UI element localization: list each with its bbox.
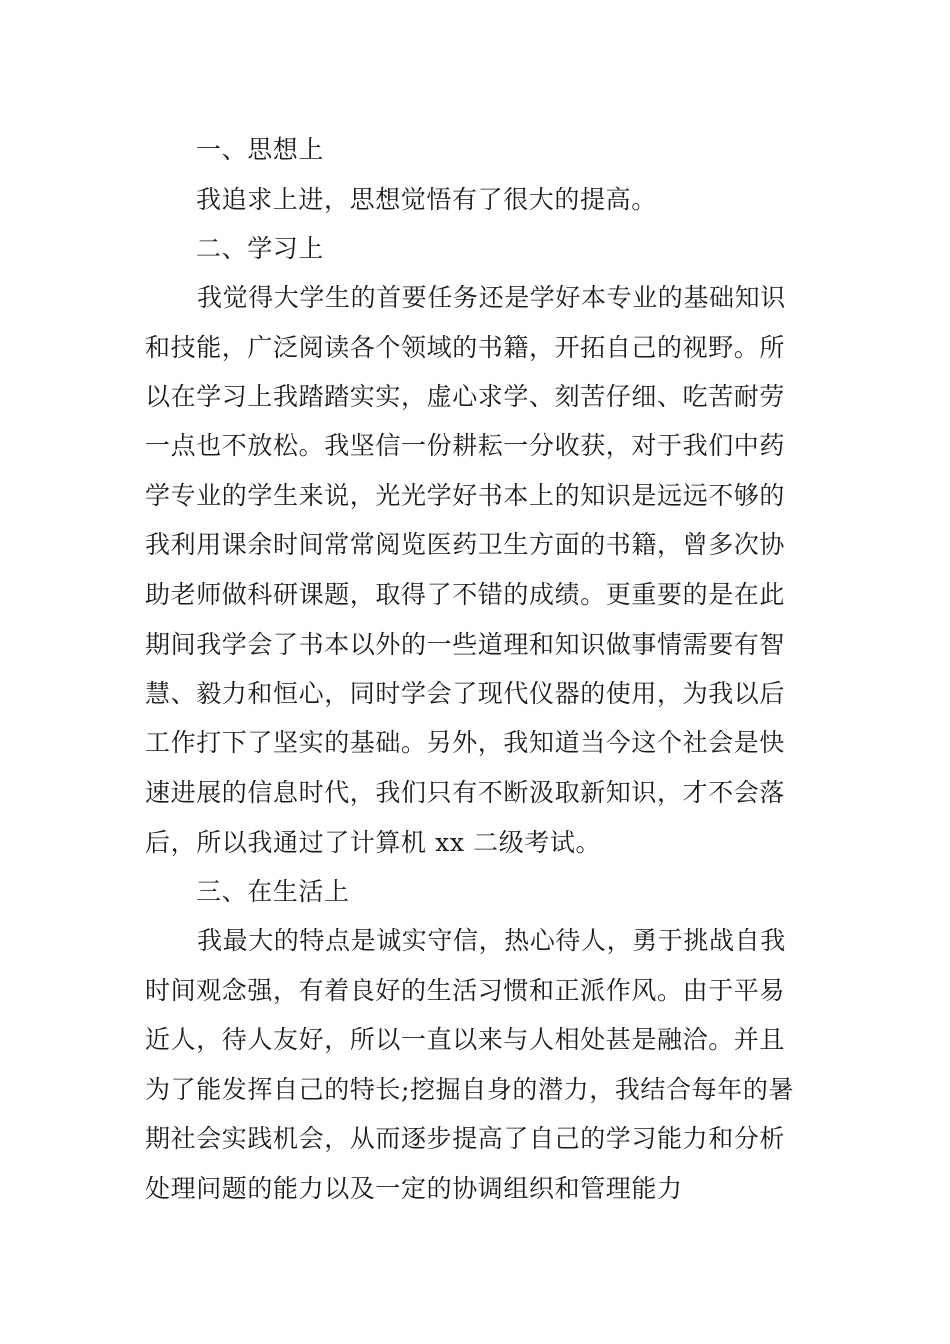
heading-thought: 一、思想上 [196, 135, 325, 164]
paragraph-line: 期间我学会了书本以外的一些道理和知识做事情需要有智 [145, 630, 786, 659]
paragraph-line: 助老师做科研课题，取得了不错的成绩。更重要的是在此 [145, 580, 786, 609]
paragraph-line: 工作打下了坚实的基础。另外，我知道当今这个社会是快 [145, 728, 786, 757]
paragraph-line: 近人，待人友好，所以一直以来与人相处甚是融洽。并且 [145, 1025, 786, 1054]
paragraph-line: 学专业的学生来说，光光学好书本上的知识是远远不够的 [145, 481, 786, 510]
paragraph-line: 我利用课余时间常常阅览医药卫生方面的书籍，曾多次协 [145, 530, 786, 559]
paragraph-line: 一点也不放松。我坚信一份耕耘一分收获，对于我们中药 [145, 431, 786, 460]
heading-study: 二、学习上 [196, 234, 325, 263]
paragraph-line: 速进展的信息时代，我们只有不断汲取新知识，才不会落 [145, 778, 786, 807]
paragraph-line: 时间观念强，有着良好的生活习惯和正派作风。由于平易 [145, 976, 786, 1005]
paragraph-line: 我追求上进，思想觉悟有了很大的提高。 [196, 185, 657, 214]
paragraph-line: 以在学习上我踏踏实实，虚心求学、刻苦仔细、吃苦耐劳 [145, 382, 786, 411]
paragraph-line: 期社会实践机会，从而逐步提高了自己的学习能力和分析 [145, 1124, 786, 1153]
paragraph-line: 为了能发挥自己的特长;挖掘自身的潜力，我结合每年的暑 [145, 1075, 795, 1104]
heading-life: 三、在生活上 [196, 877, 350, 906]
paragraph-line: 我最大的特点是诚实守信，热心待人，勇于挑战自我 [197, 926, 786, 955]
paragraph-line: 慧、毅力和恒心，同时学会了现代仪器的使用，为我以后 [145, 679, 786, 708]
paragraph-line: 和技能，广泛阅读各个领域的书籍，开拓自己的视野。所 [145, 333, 786, 362]
paragraph-line: 处理问题的能力以及一定的协调组织和管理能力 [145, 1174, 683, 1203]
paragraph-line: 后，所以我通过了计算机 xx 二级考试。 [145, 828, 602, 857]
paragraph-line: 我觉得大学生的首要任务还是学好本专业的基础知识 [197, 283, 786, 312]
